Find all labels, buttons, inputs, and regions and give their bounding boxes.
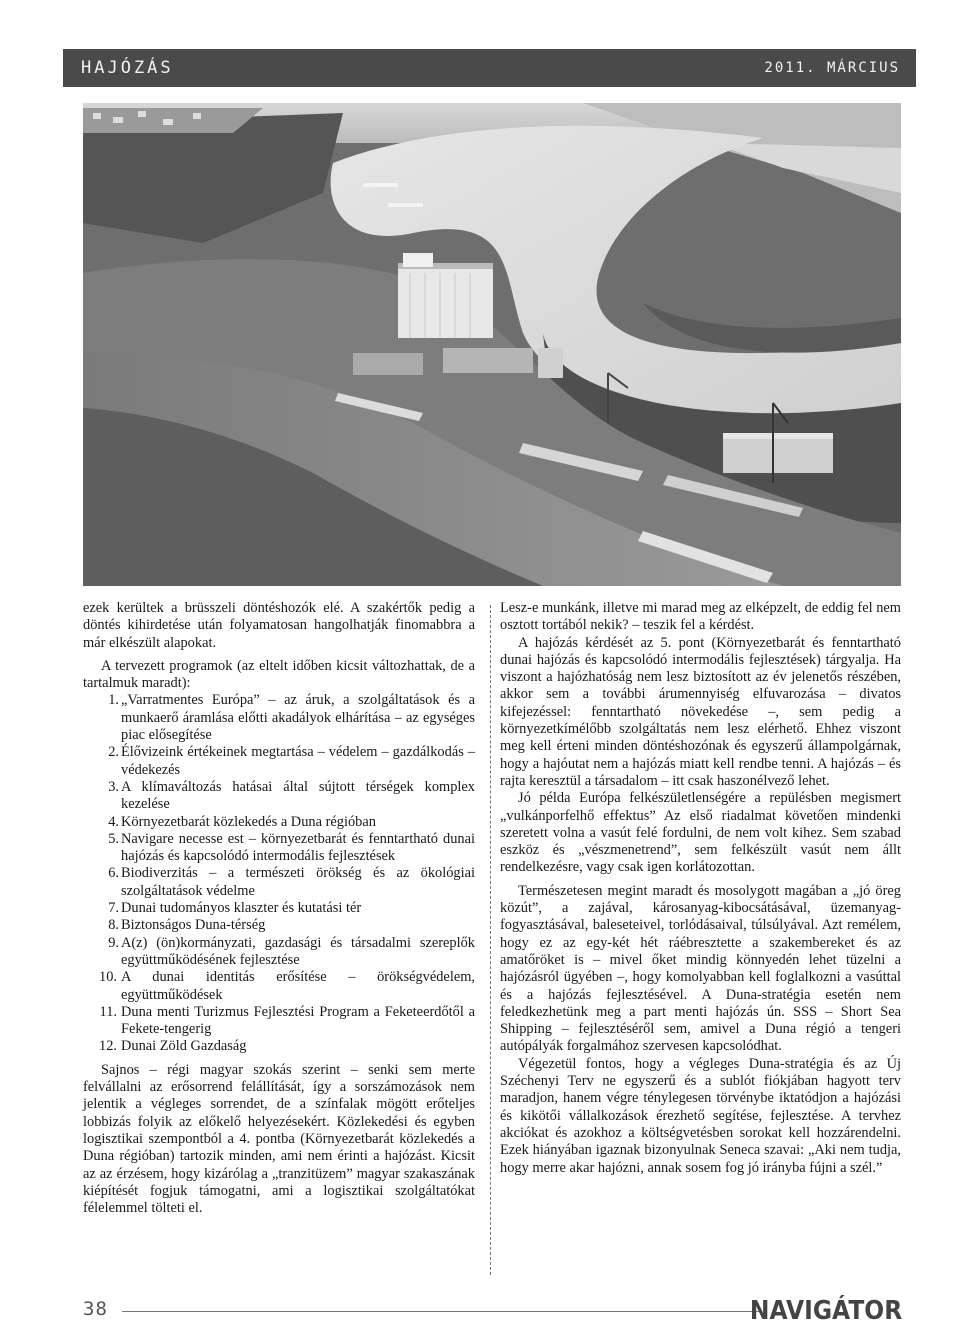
list-item: 4. Környezetbarát közlekedés a Duna régióban [108,813,376,830]
paragraph: Jó példa Európa felkészületlenségére a repülésben megismert „vulkánporfelhő effektus” Az első riadalmat követően mindenki szeretett volna a vasút felé fordulni, de nem volt kihez. Sem szabad eszköz és „vészmenetrend”, sem felkészült vasút nem állt rendelkezésre, vagy csak igen korlátozottan. [500,790,901,876]
paragraph: Természetesen megint maradt és mosolygott magában a „jó öreg közút”, a zajával, károsanyag-kibocsátásával, üzemanyag-fogyasztásával, baleseteivel, torlódásaival, túlsúlyával. Azt remélem, hogy ez az egy-két hét ráébresztette a szakembereket és az amatőröket is – mivel őket mindig könnyedén lehet tüzelni a hajózásról ügyében –, hogy komolyabban kell foglalkozni a vasúttal és a hajózás fejlesztésével. A Duna-stratégia esetén nem feledkezhetünk meg a part menti hajózás ún. SSS – Short Sea Shipping – fejlesztéséről sem, amivel a Duna régió a tengeri autópályák forgalmához szervesen kapcsolódhat. [500,882,901,1055]
list-item: 5. Navigare necesse est – környezetbarát és fenntartható dunai hajózás és kapcsolódó intermodális fejlesztések [108,830,475,865]
list-item: 2. Élővizeink értékeinek megtartása – védelem – gazdálkodás – védekezés [108,744,475,778]
page-header [63,49,916,87]
column-divider [490,605,491,1275]
list-item: 6. Biodiverzitás – a természeti örökség és az ökológiai szolgáltatások védelme [108,865,475,899]
paragraph: A tervezett programok (az eltelt időben kicsit változhattak, de a tartalmuk maradt): [83,657,475,692]
list-item: 12. Dunai Zöld Gazdaság [99,1038,247,1055]
right-column [500,600,901,1177]
list-item: 10. A dunai identitás erősítése – örökségvédelem, együttműködések [99,969,475,1003]
list-item: 9. A(z) (ön)kormányzati, gazdasági és társadalmi szereplők együttműködésének fejlesztése [108,934,475,968]
left-column [83,600,475,1217]
list-item: 11. Duna menti Turizmus Fejlesztési Program a Feketeerdőtől a Fekete-tengerig [99,1003,475,1038]
list-item: 7. Dunai tudományos klaszter és kutatási tér [108,900,362,917]
page-number: 38 [83,1298,108,1320]
paragraph: Végezetül fontos, hogy a végleges Duna-stratégia és az Új Széchenyi Terv ne egyszerű és a sublót fiókjában hagyott terv maradjon, hanem végre ténylegesen törvénybe iktatódjon a hajózási és kikötői vállalkozások érezhető segítése, fejlesztése. A tervhez akciókat és azokhoz a költségvetésben sorokat kell hozzárendelni. Ezek hiányában igaznak bizonyulnak Seneca szavai: „Aki nem tudja, hogy merre akar hajózni, annak sosem fog jó irányba fújni a szél.” [500,1055,901,1176]
footer-rule [122,1311,762,1312]
program-list [97,692,475,1055]
paragraph: Sajnos – régi magyar szokás szerint – senki sem merte felvállalni az erősorrend felállítását, így a sorszámozások nem jelentik a végleges sorrendet, de a színfalak mögött erőteljes lobbizás folyik az előkelő helyezésekért. Közlekedési és egyben logisztikai szempontból a 4. pontba (Környezetbarát közlekedés a Duna régióban) tartozik minden, ami nem érinti a hajózást. Kicsit az az érzésem, hogy kizárólag a „tranzitüzem” magyar szakaszának kiépítését fogjuk támogatni, ami a logisztikai szolgáltatókat félelemmel tölteti el. [83,1061,475,1217]
aerial-harbor-photo [83,103,901,586]
paragraph: A hajózás kérdését az 5. pont (Környezetbarát és fenntartható dunai hajózás és kapcsolódó intermodális fejlesztések) tárgyalja. Ha viszont a hajózhatóság nem lesz biztosított az év jelenetős részében, akkor sem a további árumennyiség elfuvarozása – divatos kifejezéssel: fenntartható növekedése –, sem pedig a környezetkímélőbb szolgáltatás nem lesz elérhető. Ehhez viszont meg kell érteni minden döntéshozónak és egyszerű állampolgárnak, hogy a hajóutat nem a hajózás miatt kell rendbe tenni. A hajózás – és rajta keresztül a társadalom – itt csak haszonélvező lehet. [500,634,901,789]
paragraph: Lesz-e munkánk, illetve mi marad meg az elképzelt, de eddig fel nem osztott tortából nekik? – teszik fel a kérdést. [500,600,901,634]
list-item: 1. „Varratmentes Európa” – az áruk, a szolgáltatások és a munkaerő áramlása előtti akadályok elhárítása – az egységes piac elősegítése [108,692,475,744]
list-item: 8. Biztonságos Duna-térség [108,917,266,934]
section-title: HAJÓZÁS [81,58,174,78]
issue-date: 2011. MÁRCIUS [764,60,900,76]
list-item: 3. A klímaváltozás hatásai által sújtott térségek komplex kezelése [108,778,475,813]
paragraph: ezek kerültek a brüsszeli döntéshozók elé. A szakértők pedig a döntés kihirdetése után folyamatosan hangolhatják finomabbra a már elkészült alapokat. [83,600,475,651]
magazine-logo: NAVIGÁTOR [749,1296,902,1326]
